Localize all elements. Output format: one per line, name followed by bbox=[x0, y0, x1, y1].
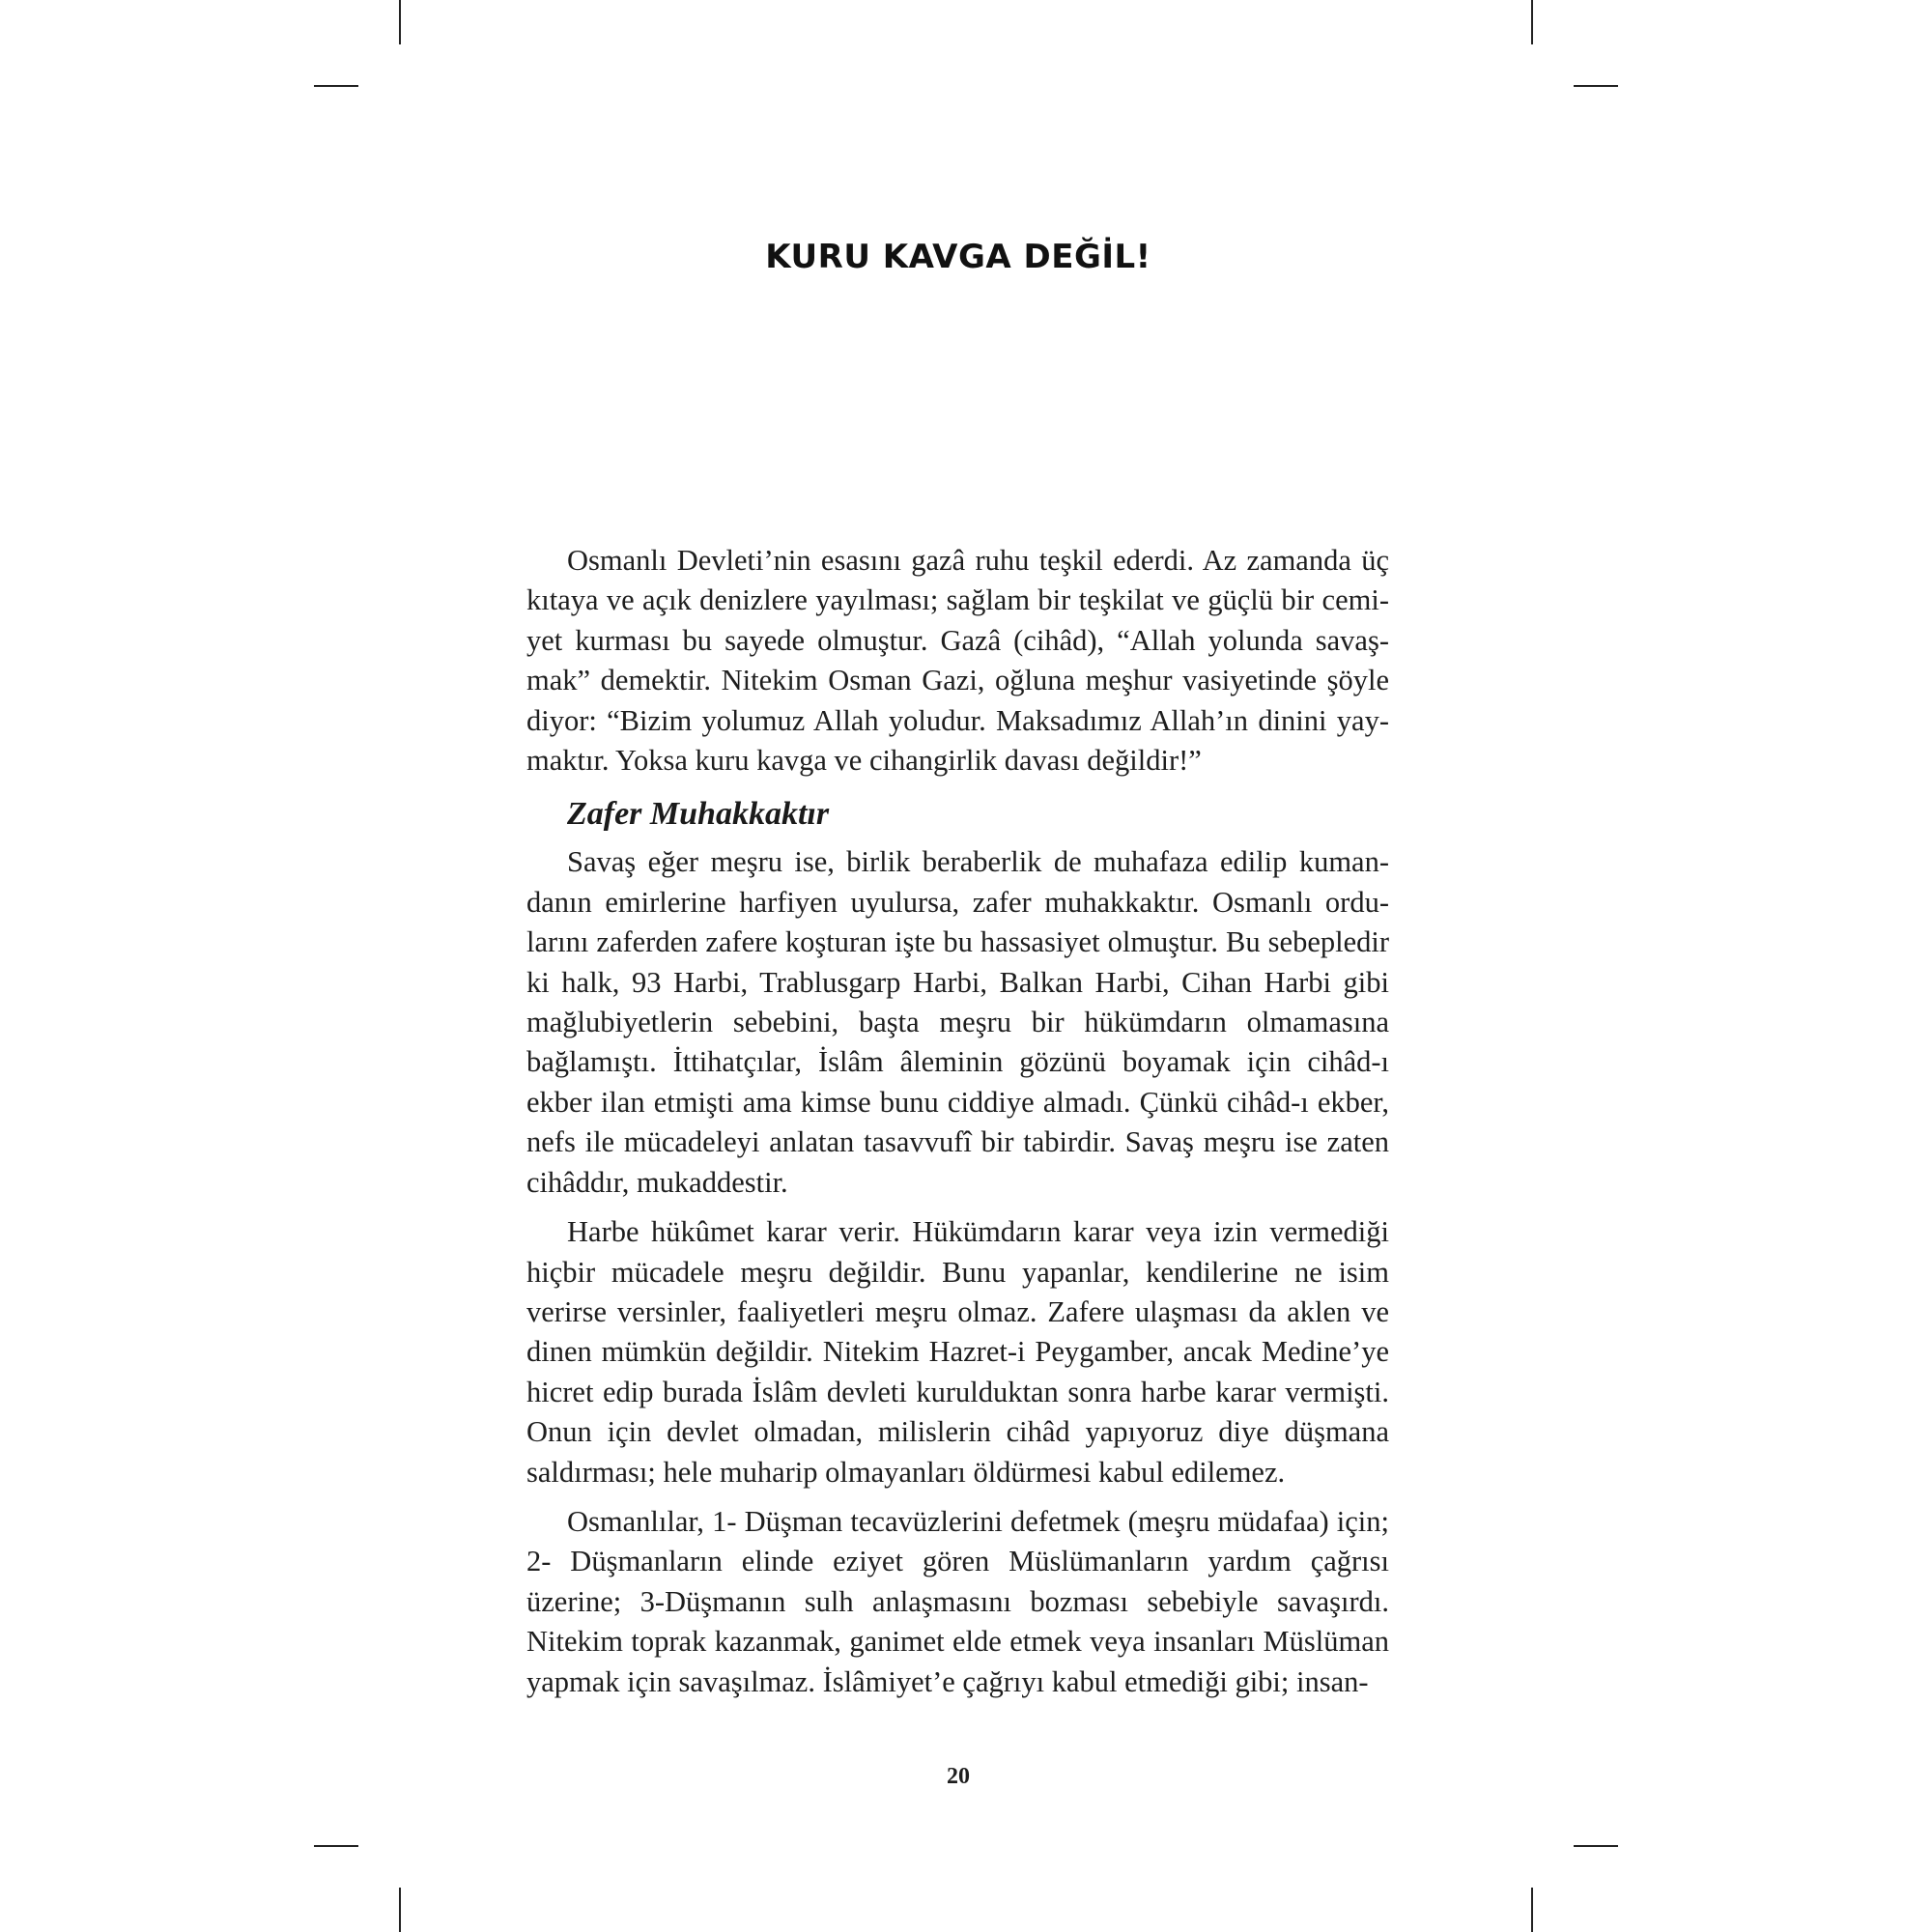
paragraph-intro: Osmanlı Devleti’nin esasını gazâ ruhu teşkil ederdi. Az zamanda üç kıtaya ve açık denizlere yayılması; sağlam bir teşkilat ve güçlü bir cemiyet kurması bu sayede olmuştur. Gazâ (cihâd), “Allah yolunda savaşmak” demektir. Nitekim Osman Gazi, oğluna meşhur vasiyetinde şöyle diyor: “Bizim yolumuz Allah yoludur. Maksadımız Allah’ın dinini yaymaktır. Yoksa kuru kavga ve cihangirlik davası değildir!” bbox=[526, 544, 1389, 778]
crop-mark-top-right-horizontal bbox=[1574, 85, 1618, 87]
crop-mark-bottom-right-horizontal bbox=[1574, 1845, 1618, 1847]
crop-mark-top-left-vertical bbox=[399, 0, 401, 44]
crop-mark-top-right-vertical bbox=[1531, 0, 1533, 44]
section-heading: Zafer Muhakkaktır bbox=[567, 796, 830, 833]
page-number: 20 bbox=[947, 1764, 970, 1789]
body-text bbox=[526, 541, 1389, 1712]
paragraph-war-decision: Harbe hükûmet karar verir. Hükümdarın karar veya izin vermediği hiçbir mücadele meşru değildir. Bunu yapanlar, kendilerine ne isim verirse versinler, faaliyetleri meşru olmaz. Zafere ulaşması da aklen ve dinen mümkün değildir. Nitekim Hazret-i Peygamber, ancak Medine’ye hicret edip burada İslâm devleti kurulduktan sonra harbe karar vermişti. Onun için devlet olmadan, milislerin cihâd yapıyoruz diye düşmana saldırması; hele muharip olmayanları öldürmesi kabul edilemez. bbox=[526, 1215, 1389, 1489]
crop-mark-bottom-left-vertical bbox=[399, 1888, 401, 1932]
chapter-title: KURU KAVGA DEĞİL! bbox=[765, 238, 1151, 276]
crop-mark-bottom-left-horizontal bbox=[314, 1845, 358, 1847]
crop-mark-bottom-right-vertical bbox=[1531, 1888, 1533, 1932]
paragraph-victory: Savaş eğer meşru ise, birlik beraberlik de muhafaza edilip kumandanın emirlerine harfiyen uyulursa, zafer muhakkaktır. Osmanlı ordularını zaferden zafere koşturan işte bu hassasiyet olmuştur. Bu sebepledir ki halk, 93 Harbi, Trablusgarp Harbi, Balkan Harbi, Cihan Harbi gibi mağlubiyetlerin sebebini, başta meşru bir hükümdarın olmamasına bağlamıştı. İttihatçılar, İslâm âleminin gözünü boyamak için cihâd-ı ekber ilan etmişti ama kimse bunu ciddiye almadı. Çünkü cihâd-ı ekber, nefs ile mücadeleyi anlatan tasavvufî bir tabirdir. Savaş meşru ise zaten cihâddır, mukaddestir. bbox=[526, 845, 1389, 1199]
crop-mark-top-left-horizontal bbox=[314, 85, 358, 87]
paragraph-ottoman-reasons: Osmanlılar, 1- Düşman tecavüzlerini defetmek (meşru müdafaa) için; 2- Düşmanların elinde eziyet gören Müslümanların yardım çağrısı üzerine; 3-Düşmanın sulh anlaşmasını bozması sebebiyle savaşırdı. Nitekim toprak kazanmak, ganimet elde etmek veya insanları Müslüman yapmak için savaşılmaz. İslâmiyet’e çağrıyı kabul etmediği gibi; insan- bbox=[526, 1504, 1389, 1698]
